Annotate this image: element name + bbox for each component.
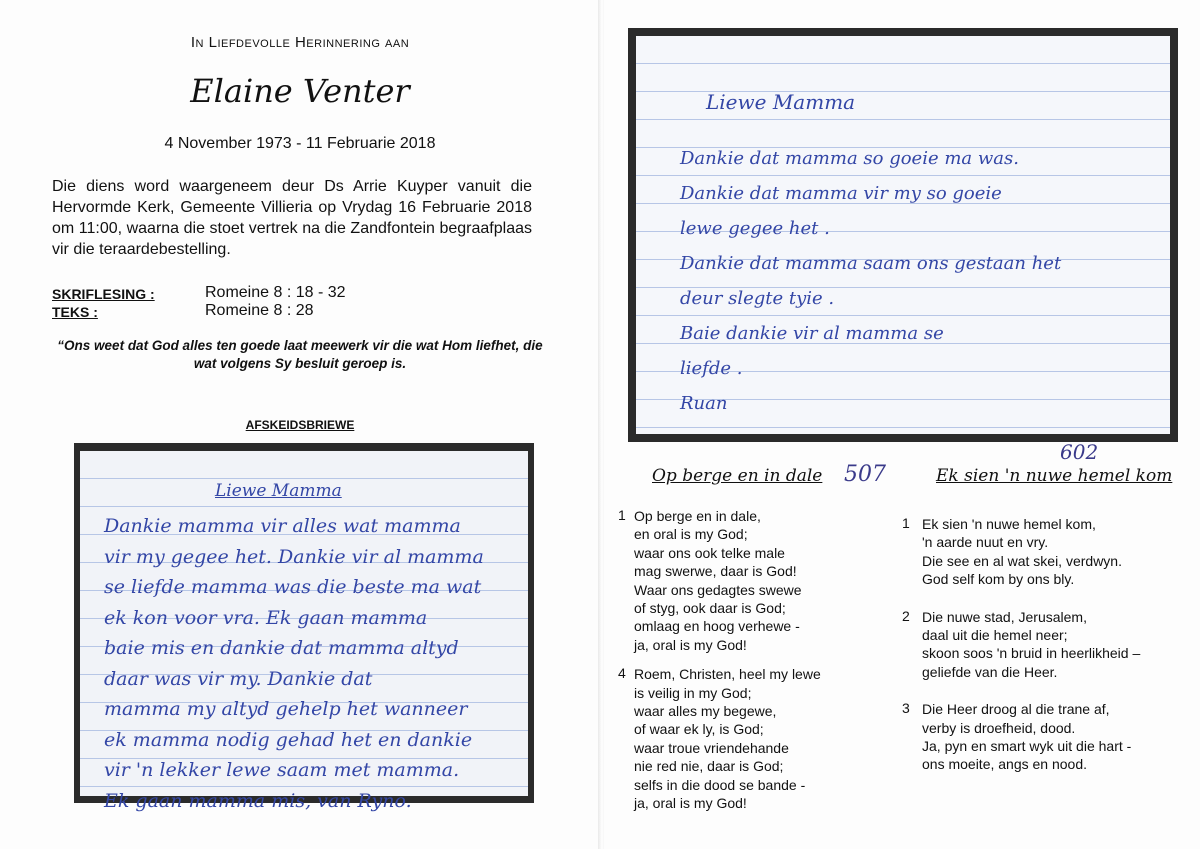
verse-line: daal uit die hemel neer; bbox=[922, 627, 1068, 643]
verse-line: nie red nie, daar is God; bbox=[634, 758, 784, 775]
letter-line: lewe gegee het . bbox=[680, 218, 830, 239]
letter-line: Dankie dat mamma vir my so goeie bbox=[680, 183, 1002, 204]
verse-line: geliefde van die Heer. bbox=[922, 663, 1058, 680]
verse bbox=[634, 665, 821, 812]
verse-line: omlaag en hoog verhewe - bbox=[634, 618, 800, 635]
verse-number: 1 bbox=[902, 515, 910, 531]
letter-paper bbox=[636, 36, 1170, 434]
letter-photo-ryno bbox=[74, 443, 534, 812]
letter-line: Dankie dat mamma so goeie ma was. bbox=[680, 148, 1019, 169]
letter-line: mamma my altyd gehelp het wanneer bbox=[104, 698, 468, 720]
verse-line: verby is droefheid, dood. bbox=[922, 719, 1076, 736]
letter-line: se liefde mamma was die beste ma wat bbox=[104, 576, 482, 598]
hymn-title: Op berge en in dale bbox=[652, 466, 823, 486]
verse-line: waar alles my begewe, bbox=[634, 703, 777, 719]
letter-line: ek mamma nodig gehad het en dankie bbox=[104, 728, 473, 751]
verse-line: of waar ek ly, is God; bbox=[634, 721, 764, 738]
text-label: TEKS : bbox=[52, 304, 98, 320]
verse-line: God self kom by ons bly. bbox=[922, 571, 1075, 588]
letter-line: Dankie dat mamma saam ons gestaan het bbox=[680, 253, 1062, 274]
verse-line: ons moeite, angs en nood. bbox=[922, 756, 1088, 773]
verse-line: is veilig in my God; bbox=[634, 684, 752, 701]
right-page bbox=[604, 0, 1200, 849]
verse-line: Die nuwe stad, Jerusalem, bbox=[922, 608, 1087, 625]
verse-number: 1 bbox=[618, 507, 626, 523]
hymn-number: 507 bbox=[844, 462, 886, 487]
verse-line: selfs in die dood se bande - bbox=[634, 776, 806, 793]
verse-line: Die Heer droog al die trane af, bbox=[922, 701, 1110, 718]
verse-line: Roem, Christen, heel my lewe bbox=[634, 666, 821, 683]
verse bbox=[922, 700, 1131, 774]
verse-line: waar troue vriendehande bbox=[634, 739, 789, 756]
scripture-label: SKRIFLESING : bbox=[52, 286, 155, 302]
verse bbox=[634, 507, 802, 654]
letter-line: Baie dankie vir al mamma se bbox=[680, 323, 944, 344]
verse-number: 2 bbox=[902, 607, 910, 624]
letter-line: daar was vir my. Dankie dat bbox=[104, 667, 373, 690]
letters-title: AFSKEIDSBRIEWE bbox=[245, 418, 355, 432]
verse-number: 4 bbox=[618, 665, 626, 682]
letter-greeting: Liewe Mamma bbox=[215, 481, 342, 501]
verse-line: Op berge en in dale, bbox=[634, 508, 761, 524]
letter-line: baie mis en dankie dat mamma altyd bbox=[104, 637, 459, 659]
hymn-title: Ek sien 'n nuwe hemel kom bbox=[936, 466, 1173, 486]
verse-line: mag swerwe, daar is God! bbox=[634, 563, 797, 580]
verse-line: of styg, ook daar is God; bbox=[634, 600, 786, 617]
scripture-value: Romeine 8 : 18 - 32 bbox=[205, 284, 346, 301]
verse-line: Ek sien 'n nuwe hemel kom, bbox=[922, 516, 1096, 532]
verse-line: skoon soos 'n bruid in heerlikheid – bbox=[922, 645, 1141, 662]
letter-line: Ek gaan mamma mis, van Ryno. bbox=[104, 789, 412, 812]
letter-line: vir my gegee het. Dankie vir al mamma bbox=[104, 545, 484, 568]
letter-paper bbox=[80, 451, 528, 812]
verse-line: en oral is my God; bbox=[634, 526, 748, 543]
verse-number: 3 bbox=[902, 700, 910, 717]
verse-line: waar ons ook telke male bbox=[634, 544, 785, 561]
verse bbox=[922, 608, 1140, 682]
memorial-heading: In Liefdevolle Herinnering aan bbox=[190, 34, 410, 51]
verse-line: Waar ons gedagtes swewe bbox=[634, 581, 802, 598]
verse-line: 'n aarde nuut en vry. bbox=[922, 534, 1049, 551]
verse-line: ja, oral is my God! bbox=[634, 795, 747, 812]
life-dates: 4 November 1973 - 11 Februarie 2018 bbox=[164, 135, 436, 152]
verse-line: Ja, pyn en smart wyk uit die hart - bbox=[922, 738, 1132, 754]
letter-line: ek kon voor vra. Ek gaan mamma bbox=[104, 606, 428, 629]
letter-line: vir 'n lekker lewe saam met mamma. bbox=[104, 759, 460, 781]
letter-line: Dankie mamma vir alles wat mamma bbox=[104, 515, 461, 537]
letter-greeting: Liewe Mamma bbox=[706, 90, 856, 114]
deceased-name: Elaine Venter bbox=[190, 72, 410, 110]
letter-line: Ruan bbox=[680, 393, 728, 414]
letter-line: liefde . bbox=[680, 358, 743, 379]
text-value: Romeine 8 : 28 bbox=[205, 302, 314, 319]
service-details: Die diens word waargeneem deur Ds Arrie Kuyper vanuit die Hervormde Kerk, Gemeente Villieria op Vrydag 16 Februarie 2018 om 11:00, waarna die stoet vertrek na die Zandfontein begraafplaas vir die teraardebestelling. bbox=[52, 178, 532, 258]
scripture-quote: “Ons weet dat God alles ten goede laat meewerk vir die wat Hom liefhet, die wat volgens Sy besluit geroep is. bbox=[57, 338, 543, 371]
verse-line: ja, oral is my God! bbox=[634, 636, 747, 653]
hymn-number: 602 bbox=[1060, 440, 1099, 464]
letter-line: deur slegte tyie . bbox=[680, 288, 835, 309]
verse bbox=[922, 515, 1122, 589]
letter-photo-ruan bbox=[628, 28, 1178, 442]
verse-line: Die see en al wat skei, verdwyn. bbox=[922, 552, 1122, 569]
